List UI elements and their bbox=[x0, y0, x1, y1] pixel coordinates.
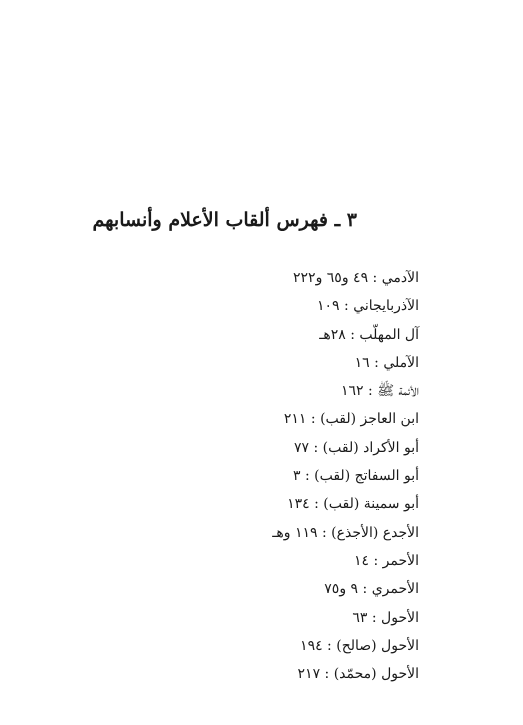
index-entry: الأحول (محمّد) : ٢١٧ bbox=[297, 666, 419, 683]
index-entry: الآذربايجاني : ١٠٩ bbox=[317, 298, 419, 315]
index-entry: الأجدع (الأجذع) : ١١٩ وهـ bbox=[272, 524, 419, 541]
index-entry: ابن العاجز (لقب) : ٢١١ bbox=[283, 411, 419, 428]
index-entry: الأئمة ﷺ : ١٦٢ bbox=[341, 383, 419, 400]
index-entry: أبو سمينة (لقب) : ١٣٤ bbox=[287, 496, 419, 513]
index-entry: الأحول : ٦٣ bbox=[352, 609, 419, 626]
index-entry: الآدمي : ٤٩ و٦٥ و٢٢٢ bbox=[293, 270, 419, 286]
index-entry: أبو السفاتج (لقب) : ٣ bbox=[292, 468, 419, 485]
index-entry: الأحمر : ١٤ bbox=[353, 552, 419, 569]
index-list bbox=[272, 264, 419, 688]
index-heading: ٣ ـ فهرس ألقاب الأعلام وأنسابهم bbox=[92, 209, 357, 231]
index-entry: الأحمري : ٩ و٧٥ bbox=[324, 581, 419, 598]
index-entry: أبو الأكراد (لقب) : ٧٧ bbox=[294, 439, 419, 456]
index-entry: آل المهلّب : ٢٨هـ bbox=[319, 326, 419, 343]
index-entry: الأحول (صالح) : ١٩٤ bbox=[300, 637, 419, 654]
index-entry: الآملي : ١٦ bbox=[354, 354, 419, 371]
